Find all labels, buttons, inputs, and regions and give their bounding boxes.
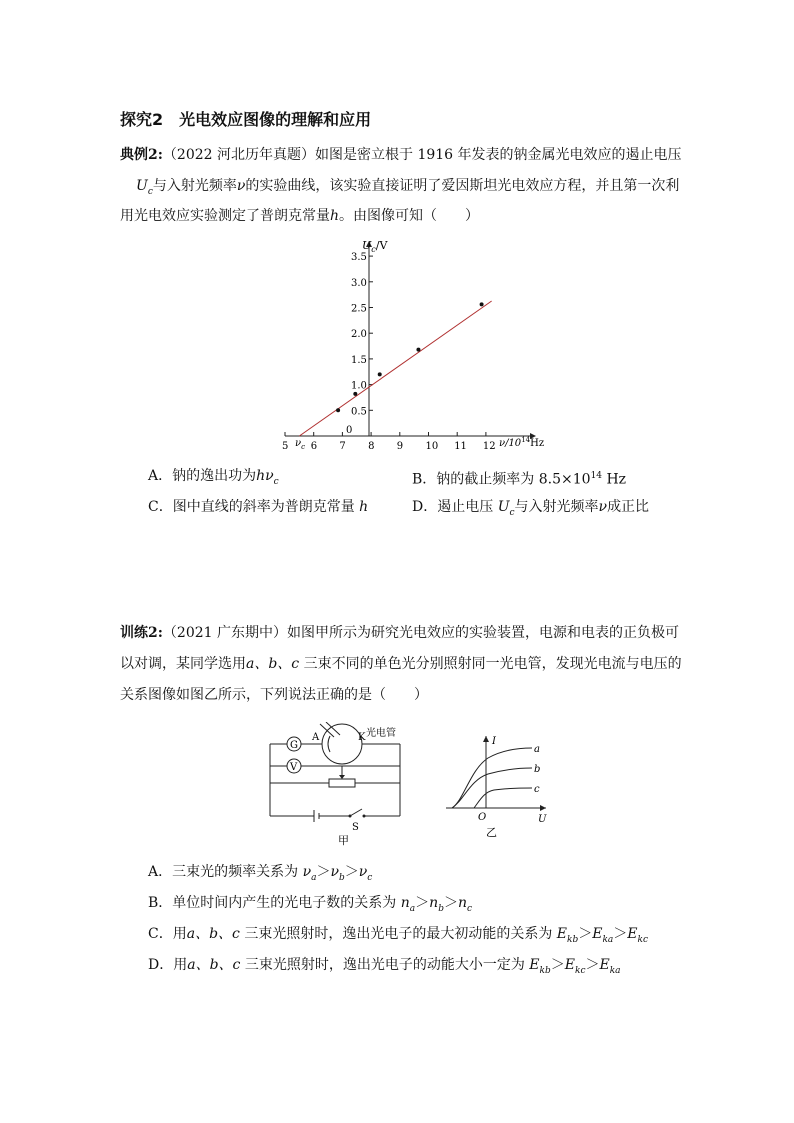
t-option-d-e1: E bbox=[529, 957, 540, 973]
u-axis-arrow bbox=[540, 805, 546, 811]
x-tick-label: 6 bbox=[310, 441, 318, 452]
y-axis-label: $U_c/V$ bbox=[362, 239, 388, 254]
h-symbol: h bbox=[330, 208, 340, 224]
t-option-b-gt1: ＞ bbox=[415, 895, 430, 911]
iv-caption: 乙 bbox=[486, 826, 497, 839]
t-option-d-e2: E bbox=[564, 957, 575, 973]
option-a-sub: c bbox=[273, 476, 279, 487]
t-option-b-n2: n bbox=[429, 895, 439, 911]
t-option-c-text1: 用 bbox=[172, 926, 187, 942]
t-option-b-n1: n bbox=[400, 895, 410, 911]
switch-blade bbox=[350, 809, 362, 816]
t-option-d-text2: 三束光照射时，逸出光电子的动能大小一定为 bbox=[240, 957, 530, 973]
x-tick-label: 10 bbox=[425, 441, 439, 452]
x-tick-label: 8 bbox=[368, 441, 375, 452]
t-option-b-n3: n bbox=[457, 895, 467, 911]
data-point bbox=[416, 348, 420, 352]
option-b-text: 钠的截止频率为 8.5×10 bbox=[436, 471, 591, 488]
t-option-c-gt1: ＞ bbox=[578, 926, 593, 942]
training-line-1 bbox=[120, 623, 679, 643]
x-tick-label: 5 bbox=[282, 441, 289, 452]
example-label: 典例2: bbox=[120, 147, 163, 163]
data-point bbox=[378, 372, 382, 376]
switch-pivot bbox=[349, 815, 352, 818]
switch-label: S bbox=[352, 822, 359, 833]
t-option-d-label: D． bbox=[148, 957, 174, 973]
switch-contact bbox=[363, 815, 366, 818]
y-tick-label: 1.0 bbox=[351, 380, 367, 392]
t-option-a-label: A． bbox=[148, 864, 173, 880]
example-line-3 bbox=[120, 206, 479, 226]
chart-x-ticks bbox=[282, 432, 496, 452]
voltmeter-label: V bbox=[290, 762, 298, 773]
example-option-d bbox=[412, 497, 649, 523]
x-axis-label: $\nu/10^{14}Hz$ bbox=[499, 436, 545, 449]
light-ray-1 bbox=[320, 724, 334, 737]
slider-arrow bbox=[339, 775, 345, 779]
t-option-c-sub1: kb bbox=[567, 934, 579, 945]
origin-o-label: O bbox=[478, 812, 487, 823]
t-option-d-gt1: ＞ bbox=[550, 957, 565, 973]
uc-subscript: c bbox=[147, 186, 153, 197]
galvanometer-label: G bbox=[290, 740, 298, 751]
training-line2-abc: a、b、c bbox=[246, 656, 300, 672]
curve-a-label: a bbox=[534, 744, 540, 755]
t-option-d-sub2: kc bbox=[574, 965, 586, 976]
example-line2-text-c: 的实验曲线，该实验直接证明了爱因斯坦光电效应方程，并且第一次利 bbox=[245, 178, 680, 194]
t-option-a-nu1: ν bbox=[302, 864, 312, 880]
t-option-a-sub-c: c bbox=[367, 872, 373, 883]
cutoff-label: $\nu_c$ bbox=[295, 438, 306, 451]
i-axis-label: I bbox=[492, 736, 496, 747]
t-option-a-nu3: ν bbox=[358, 864, 368, 880]
origin-label: 0 bbox=[346, 425, 353, 436]
t-option-a-sub-a: a bbox=[311, 872, 317, 883]
option-d-text1: 遏止电压 bbox=[437, 499, 494, 515]
option-c-label: C． bbox=[148, 499, 173, 515]
t-option-a-gt2: ＞ bbox=[344, 864, 359, 880]
t-option-d-sub3: ka bbox=[609, 965, 621, 976]
y-tick-label: 2.5 bbox=[351, 303, 367, 315]
training-option-d bbox=[148, 955, 621, 981]
x-tick-label: 12 bbox=[482, 441, 496, 452]
training-line-2 bbox=[120, 654, 682, 674]
example-line-1 bbox=[120, 145, 682, 165]
curve-c bbox=[474, 788, 532, 808]
training-line2-b: 三束不同的单色光分别照射同一光电管，发现光电流与电压的 bbox=[299, 656, 682, 672]
iv-graph bbox=[442, 728, 554, 850]
t-option-d-sub1: kb bbox=[539, 965, 551, 976]
phototube-cathode bbox=[328, 736, 330, 752]
option-d-text2: 与入射光频率 bbox=[514, 499, 599, 515]
training-line-3: 关系图像如图乙所示，下列说法正确的是（ ） bbox=[120, 687, 428, 703]
t-option-c-sub2: ka bbox=[602, 934, 614, 945]
training-label: 训练2: bbox=[120, 625, 163, 641]
option-d-text3: 成正比 bbox=[607, 499, 650, 515]
data-point bbox=[336, 408, 340, 412]
i-axis-arrow bbox=[483, 736, 489, 742]
t-option-d-text1: 用 bbox=[173, 957, 188, 973]
nu-symbol: ν bbox=[236, 178, 246, 194]
y-tick-label: 2.0 bbox=[351, 329, 367, 341]
y-tick-label: 0.5 bbox=[351, 406, 367, 418]
curve-a bbox=[452, 748, 532, 808]
training-line1-text: （2021 广东期中）如图甲所示为研究光电效应的实验装置，电源和电表的正负极可 bbox=[162, 625, 679, 641]
option-b-sup: 14 bbox=[590, 471, 603, 481]
option-d-sub: c bbox=[509, 507, 515, 518]
training-option-a bbox=[148, 862, 372, 888]
option-d-math2: ν bbox=[598, 499, 608, 515]
example-line-2 bbox=[136, 176, 679, 202]
data-point bbox=[353, 392, 357, 396]
example-line3-text-b: 。由图像可知（ ） bbox=[339, 208, 480, 224]
t-option-c-text2: 三束光照射时，逸出光电子的最大初动能的关系为 bbox=[239, 926, 557, 942]
option-b-label: B． bbox=[412, 471, 437, 488]
x-tick-label: 11 bbox=[454, 441, 467, 452]
t-option-b-sub-c: c bbox=[466, 903, 473, 914]
t-option-c-e1: E bbox=[556, 926, 568, 942]
t-option-c-sub3: kc bbox=[637, 934, 649, 945]
circuit-diagram bbox=[262, 722, 412, 847]
y-tick-label: 1.5 bbox=[351, 354, 367, 366]
option-c-math: h bbox=[359, 499, 369, 515]
cathode-label: K bbox=[358, 732, 366, 743]
stopping-voltage-chart bbox=[270, 233, 550, 455]
section-title: 探究2 光电效应图像的理解和应用 bbox=[120, 110, 372, 129]
training-option-c bbox=[148, 924, 648, 950]
y-tick-label: 3.5 bbox=[351, 252, 367, 264]
t-option-b-gt2: ＞ bbox=[443, 895, 458, 911]
t-option-d-e3: E bbox=[599, 957, 610, 973]
uc-symbol: U bbox=[136, 178, 148, 194]
u-axis-label: U bbox=[538, 814, 547, 825]
example-option-b bbox=[412, 466, 626, 490]
curve-b-label: b bbox=[534, 764, 541, 775]
x-tick-label: 9 bbox=[396, 441, 404, 452]
option-d-label: D． bbox=[412, 499, 438, 515]
example-line3-text-a: 用光电效应实验测定了普朗克常量 bbox=[120, 208, 330, 224]
fit-line bbox=[299, 301, 491, 436]
option-c-text: 图中直线的斜率为普朗克常量 bbox=[172, 499, 355, 515]
t-option-c-e2: E bbox=[592, 926, 603, 942]
t-option-a-text: 三束光的频率关系为 bbox=[172, 864, 303, 880]
example-option-c bbox=[148, 497, 368, 517]
t-option-a-sub-b: b bbox=[338, 872, 345, 883]
circuit-caption: 甲 bbox=[338, 834, 349, 847]
t-option-d-gt2: ＞ bbox=[585, 957, 600, 973]
t-option-c-gt2: ＞ bbox=[613, 926, 628, 942]
phototube-label: 光电管 bbox=[366, 728, 396, 739]
y-tick-label: 3.0 bbox=[351, 277, 367, 289]
option-a-math: hν bbox=[256, 468, 274, 484]
anode-label: A bbox=[312, 732, 320, 743]
t-option-a-gt1: ＞ bbox=[316, 864, 331, 880]
option-a-text: 钠的逸出功为 bbox=[172, 468, 257, 484]
training-option-b bbox=[148, 893, 472, 919]
chart-axes bbox=[285, 241, 536, 439]
curve-c-label: c bbox=[534, 784, 540, 795]
t-option-b-sub-b: b bbox=[438, 903, 444, 914]
example-line1-text: （2022 河北历年真题）如图是密立根于 1916 年发表的钠金属光电效应的遏止电压 bbox=[162, 147, 682, 163]
data-point bbox=[480, 302, 484, 306]
example-option-a bbox=[148, 466, 279, 492]
t-option-b-text: 单位时间内产生的光电子数的关系为 bbox=[172, 895, 401, 911]
t-option-b-label: B． bbox=[148, 895, 173, 911]
x-tick-label: 7 bbox=[339, 441, 346, 452]
option-b-unit: Hz bbox=[602, 471, 627, 488]
t-option-b-sub-a: a bbox=[409, 903, 416, 914]
t-option-c-label: C． bbox=[148, 926, 173, 942]
option-a-label: A． bbox=[148, 468, 173, 484]
example-line2-text-b: 与入射光频率 bbox=[152, 178, 237, 194]
rheostat bbox=[329, 779, 355, 787]
t-option-a-nu2: ν bbox=[330, 864, 339, 880]
t-option-c-e3: E bbox=[627, 926, 638, 942]
t-option-d-abc: a、b、c bbox=[187, 957, 241, 973]
t-option-c-abc: a、b、c bbox=[186, 926, 240, 942]
option-d-math1: U bbox=[497, 499, 510, 515]
training-line2-a: 以对调，某同学选用 bbox=[120, 656, 246, 672]
